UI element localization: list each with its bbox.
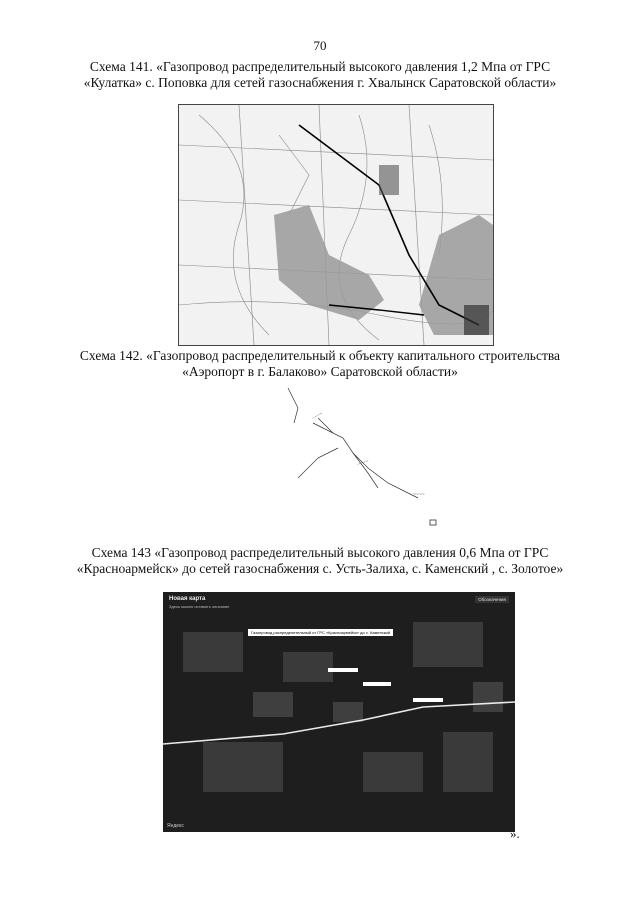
- scheme-143-map: [163, 592, 515, 832]
- map-title: Новая карта: [169, 596, 206, 602]
- svg-text:~~~~: ~~~~: [311, 410, 325, 422]
- map-subtitle: Здесь можно оставить описание: [169, 604, 230, 609]
- svg-text:~~~~: ~~~~: [356, 458, 370, 468]
- map-legend-button[interactable]: Обозначения: [475, 596, 509, 603]
- svg-text:~~~~: ~~~~: [413, 492, 425, 498]
- closing-quote: ».: [510, 826, 520, 841]
- scheme-141-map: [178, 104, 494, 346]
- page-number: 70: [313, 38, 327, 53]
- map-route-label: Газопровод распределительный от ГРС «Красноармейск» до с. Каменский: [248, 629, 393, 636]
- scheme-143-caption: Схема 143 «Газопровод распределительный высокого давления 0,6 Мпа от ГРС «Красноармейск» до сетей газоснабжения с. Усть-Залиха, с. Каменский , с. Золотое»: [76, 545, 564, 576]
- scheme-142-caption: Схема 142. «Газопровод распределительный к объекту капитального строительства «Аэропорт в г. Балаково» Саратовской области»: [79, 348, 561, 379]
- scheme-141-caption: Схема 141. «Газопровод распределительный высокого давления 1,2 Мпа от ГРС «Кулатка» с. Поповка для сетей газоснабжения г. Хвалынск Саратовской области»: [83, 59, 557, 90]
- satellite-map-image: [163, 592, 515, 832]
- map-copyright: Яндекс: [167, 823, 184, 829]
- scheme-142-map: [258, 378, 458, 538]
- pipeline-sketch-image: [258, 378, 458, 538]
- topographic-map-image: [179, 105, 493, 345]
